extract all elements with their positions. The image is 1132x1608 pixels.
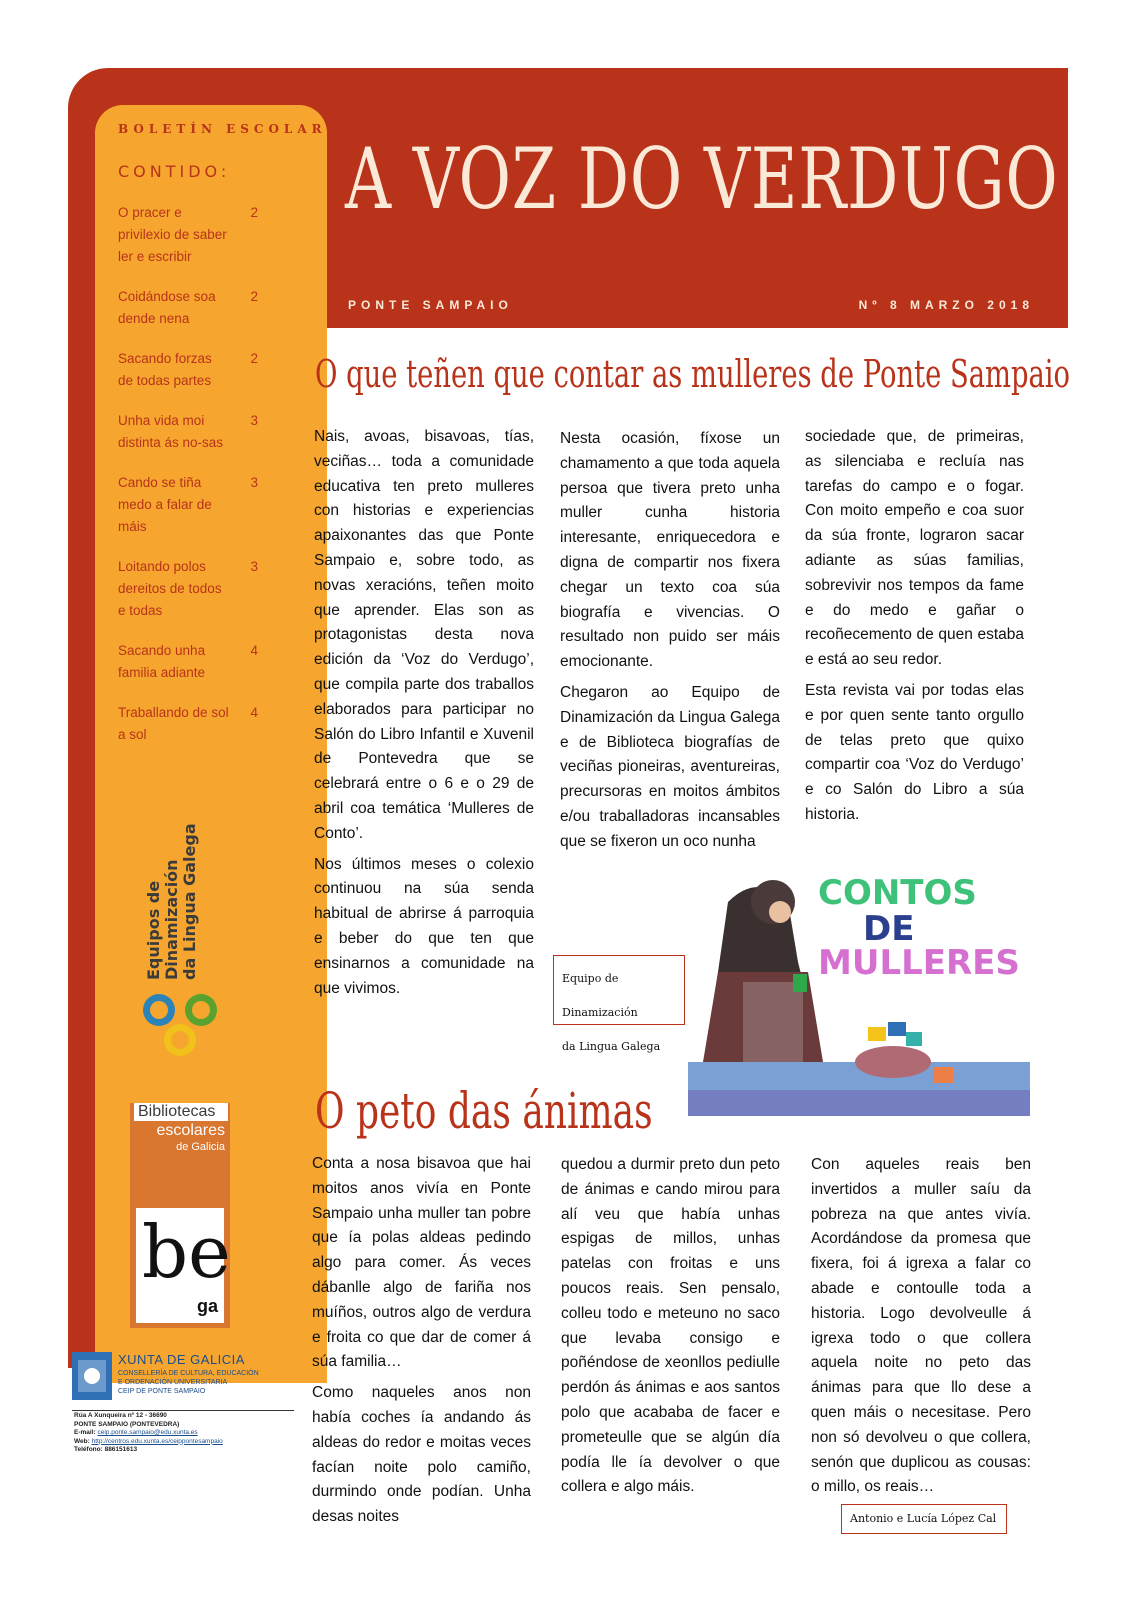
bibliotecas-word: Bibliotecas	[138, 1103, 216, 1120]
toc-item-page: 4	[250, 705, 258, 720]
toc-title: CONTIDO:	[118, 162, 231, 181]
paragraph: Chegaron ao Equipo de Dinamización da Lingua Galega e de Biblioteca biografías de veciñas pioneiras, aventureiras, precursoras en moitos ámbitos e/ou traballadoras incansables que se fixeron un oco nunha	[560, 683, 780, 850]
toc-item-page: 3	[250, 413, 258, 428]
article-headline: O peto das ánimas	[315, 1082, 653, 1140]
toc-item-label: Traballando de sol a sol	[118, 705, 229, 742]
web-link[interactable]: http://centros.edu.xunta.es/ceippontesampaio	[91, 1437, 223, 1445]
email-link[interactable]: ceip.ponte.sampaio@edu.xunta.es	[97, 1429, 198, 1436]
toc-item-label: Coidándose soa dende nena	[118, 289, 216, 326]
location-label: PONTE SAMPAIO	[348, 298, 513, 312]
newsletter-title: A VOZ DO VERDUGO	[345, 130, 1059, 228]
xunta-subtitle: CONSELLERÍA DE CULTURA, EDUCACIÓN E ORDENACIÓN UNIVERSITARIA CEIP DE PONTE SAMPAIO	[118, 1370, 259, 1395]
toc-item[interactable]	[118, 472, 258, 538]
toc-item-label: Sacando unha familia adiante	[118, 643, 206, 680]
toc-item[interactable]	[118, 202, 258, 268]
paragraph: Con aqueles reais ben invertidos a muller saíu da pobreza na que antes vivía. Acordándose da promesa que fixera, foi á igrexa a falar co abade e contoulle toda a historia. Logo devolveulle á igrexa todo o que collera aquela noite no peto das ánimas para que llo dese a quen máis o necesitase. Pero non só devolveu o que collera, senón que duplicou as cousas: o millo, os reais…	[811, 1156, 1031, 1496]
article-column	[561, 1153, 780, 1506]
toc-item-label: O pracer e privilexio de saber ler e escribir	[118, 205, 227, 264]
illustration-word-mulleres: MULLERES	[818, 943, 1020, 983]
article-headline: O que teñen que contar as mulleres de Ponte Sampaio	[315, 352, 1071, 396]
gears-icon	[137, 990, 232, 1060]
toc-item[interactable]	[118, 640, 258, 684]
bibliotecas-mark-ga: ga	[196, 1296, 218, 1316]
article-column	[560, 427, 780, 861]
contos-de-mulleres-illustration	[688, 862, 1030, 1116]
toc-item-page: 3	[250, 559, 258, 574]
bulletin-kicker: BOLETÍN ESCOLAR	[118, 122, 327, 136]
toc-item[interactable]	[118, 556, 258, 622]
toc-item-label: Loitando polos dereitos de todos e todas	[118, 559, 222, 618]
paragraph: sociedade que, de primeiras, as silenciaba e recluía nas tarefas do campo e o fogar. Con moito empeño e coa suor da súa fronte, lograron sacar adiante as súas familias, sobrevivir nos tempos da fame e do medo e gañar o recoñecemento de quen estaba e está ao seu redor.	[805, 428, 1024, 669]
paragraph: Nesta ocasión, fíxose un chamamento a que toda aquela persoa que tivera preto unha muller cunha historia interesante, enriquecedora e digna de compartir nos fixera chegar un texto coa súa biografía e vivencias. O resultado non puido ser máis emocionante.	[560, 430, 780, 671]
galicia-word: de Galicia	[134, 1141, 228, 1153]
toc-item[interactable]	[118, 702, 258, 746]
toc-item-label: Cando se tiña medo a falar de máis	[118, 475, 212, 534]
escolares-word: escolares	[134, 1121, 228, 1141]
table-of-contents	[118, 202, 258, 764]
article-signature: Equipo de Dinamización da Lingua Galega	[553, 955, 685, 1025]
edlg-logo-text: Equipos de Dinamización da Lingua Galega	[144, 823, 199, 980]
paragraph: Nos últimos meses o colexio continuou na súa senda habitual de abrirse á parroquia e beber do que ten que ensinarnos a comunidade na que vivimos.	[314, 855, 534, 997]
toc-item-page: 2	[250, 205, 258, 220]
paragraph: Esta revista vai por todas elas e por quen sente tanto orgullo de telas preto que quixo compartir coa ‘Voz do Verdugo’ e co Salón do Libro a súa historia.	[805, 681, 1024, 823]
bibliotecas-logo	[130, 1103, 230, 1328]
xunta-emblem-icon	[72, 1352, 112, 1400]
paragraph: Como naqueles anos non había coches ía andando ás aldeas do redor e moitas veces facían noite polo camiño, durmindo onde podían. Unha desas noites	[312, 1384, 531, 1526]
illustration-word-de: DE	[863, 909, 915, 949]
toc-item[interactable]	[118, 348, 258, 392]
illustration-word-contos: CONTOS	[818, 873, 977, 913]
toc-item-page: 4	[250, 643, 258, 658]
issue-label: Nº 8 MARZO 2018	[858, 298, 1034, 312]
bibliotecas-mark	[136, 1208, 231, 1323]
woman-illustration-icon	[688, 862, 1030, 1116]
toc-item[interactable]	[118, 286, 258, 330]
toc-item[interactable]	[118, 410, 258, 454]
school-contact: Rúa A Xunqueira nº 12 - 36690 PONTE SAMPAIO (PONTEVEDRA) E-mail: ceip.ponte.sampaio@edu.xunta.es Web: http://centros.edu.xunta.es/ceippontesampaio Teléfono: 886151613	[74, 1412, 223, 1453]
paragraph: Nais, avoas, bisavoas, tías, veciñas… toda a comunidade educativa ten preto mulleres con historias e experiencias apaixonantes das que Ponte Sampaio e, sobre todo, as novas xeracións, teñen moito que aprender. Elas son as protagonistas desta nova edición da ‘Voz do Verdugo’, que compila parte dos traballos elaborados para participar no Salón do Libro Infantil e Xuvenil de Pontevedra que se celebrará entre o 6 e o 29 de abril coa temática ‘Mulleres de Conto’.	[314, 428, 534, 842]
article-column	[312, 1152, 531, 1536]
edlg-logo	[135, 820, 250, 1040]
be-glyph-icon: be	[142, 1210, 231, 1294]
toc-item-page: 3	[250, 475, 258, 490]
article-column	[811, 1153, 1031, 1506]
article-signature: Antonio e Lucía López Cal	[841, 1504, 1007, 1534]
divider	[72, 1410, 294, 1411]
toc-item-page: 2	[250, 289, 258, 304]
xunta-title: XUNTA DE GALICIA	[118, 1352, 245, 1367]
article-column	[805, 425, 1024, 834]
paragraph: quedou a durmir preto dun peto de ánimas e cando mirou para alí veu que había unhas espigas de millos, unhas patelas con froitas e uns poucos reais. Sen pensalo, colleu todo e meteuno no saco que levaba consigo e poñéndose de xeonllos pediulle perdón ás ánimas e aos santos polo que acababa de facer e prometeulle que se algún día podía lle ía devolver o que collera e algo máis.	[561, 1156, 780, 1496]
toc-item-page: 2	[250, 351, 258, 366]
toc-item-label: Sacando forzas de todas partes	[118, 351, 212, 388]
paragraph: Conta a nosa bisavoa que hai moitos anos vivía en Ponte Sampaio unha muller tan pobre que ía polas aldeas pedindo algo para comer. Ás veces dábanlle algo de fariña nos muíños, outros algo de verdura e froita co que dar de comer á súa familia…	[312, 1155, 531, 1371]
article-column	[314, 425, 534, 1007]
toc-item-label: Unha vida moi distinta ás no-sas	[118, 413, 224, 450]
